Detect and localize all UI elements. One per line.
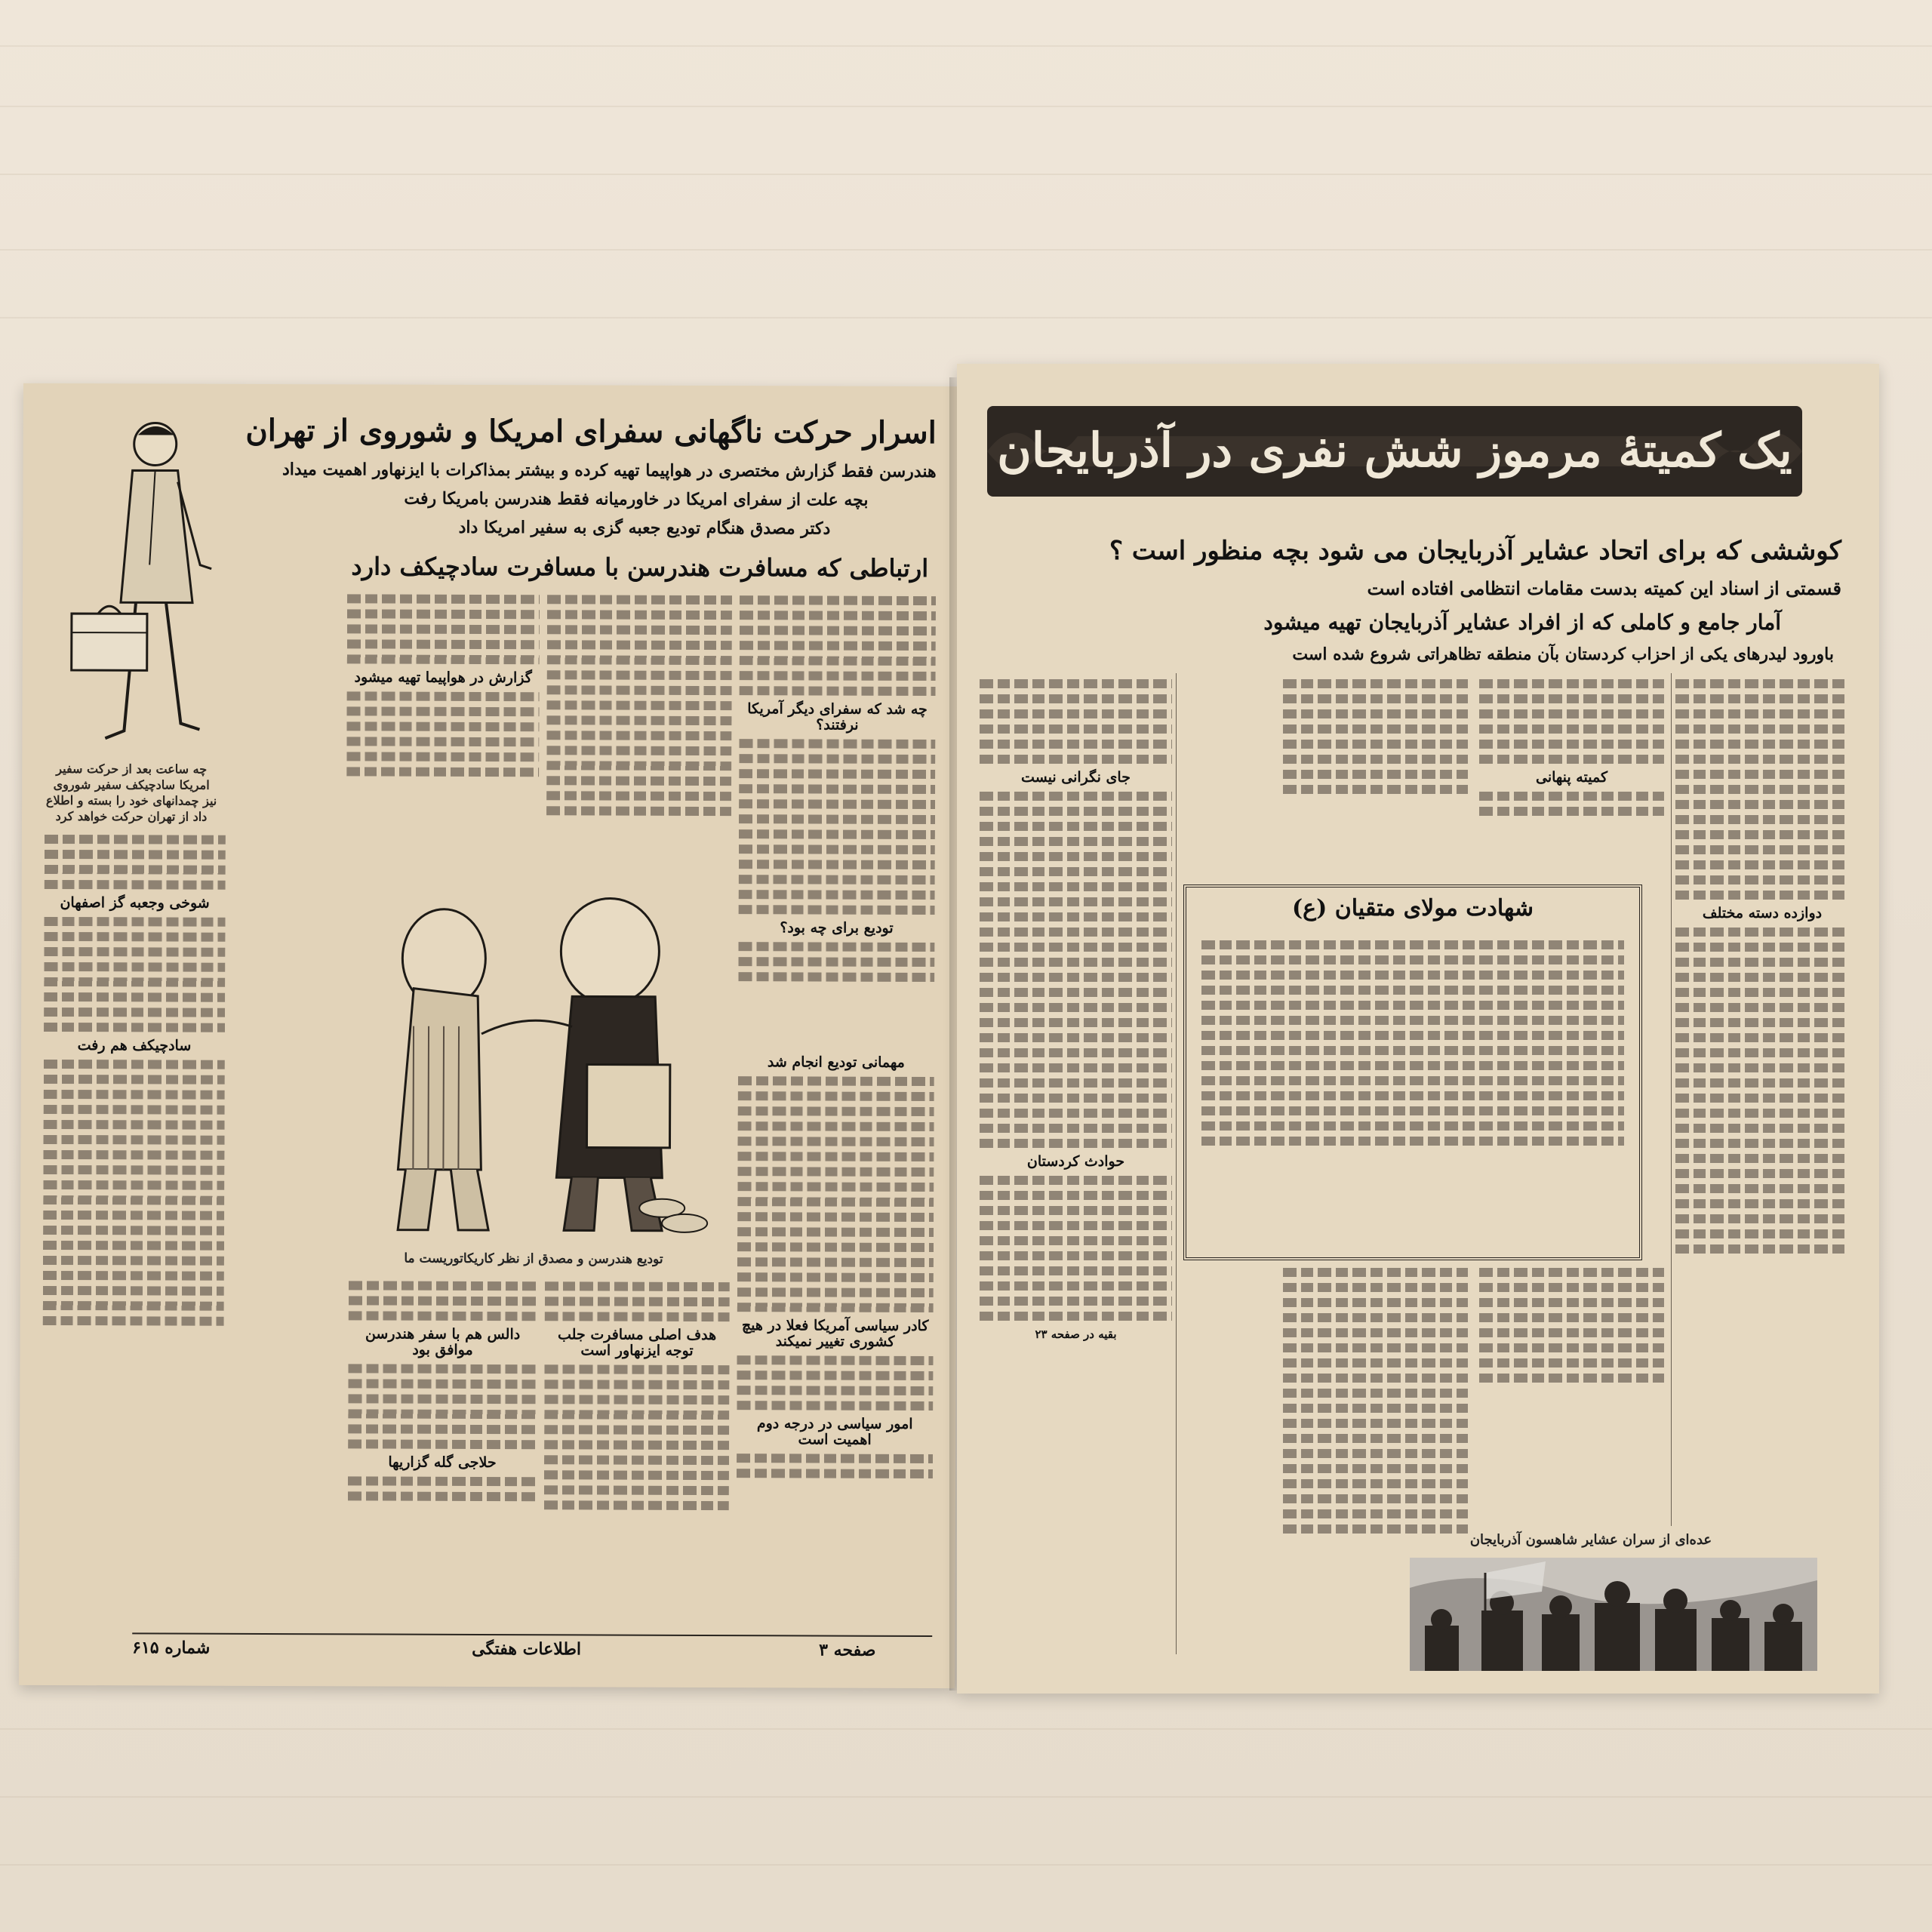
tribal-leaders-photo [1410, 1558, 1817, 1671]
left-headline: اسرار حرکت ناگهانی سفرای امریکا و شوروی از تهران [245, 412, 937, 451]
subtitle-other-ambassadors: چه شد که سفرای دیگر آمریکا نرفتند؟ [747, 700, 928, 734]
right-column-5 [1479, 1262, 1664, 1526]
photo-caption: عده‌ای از سران عشایر شاهسون آذربایجان [1469, 1532, 1712, 1548]
subtitle-why-farewell: تودیع برای چه بود؟ [780, 919, 894, 937]
cartoon-caption: تودیع هندرسن و مصدق از نظر کاریکاتوریست ما [404, 1251, 663, 1267]
column-divider-2 [1671, 673, 1672, 1526]
left-column-7 [347, 1275, 537, 1653]
left-subhead-2: بچه علت از سفرای امریکا در خاورمیانه فقط هندرسن بامریکا رفت [404, 488, 869, 510]
subtitle-twelve-groups: دوازده دسته مختلف [1702, 905, 1823, 921]
right-column-4 [980, 673, 1172, 1654]
banner-title: یک کمیتهٔ مرموز شش نفری در آذربایجان [997, 423, 1792, 478]
subtitle-gaz-box: شوخی وجعبه گز اصفهان [60, 894, 210, 912]
subtitle-secret-committee: کمیته پنهانی [1536, 769, 1607, 786]
subtitle-complaints: حلاجی گله گزاریها [388, 1454, 497, 1472]
walking-man-illustration [67, 414, 220, 777]
subtitle-sadchikov: سادچیکف هم رفت [77, 1037, 192, 1054]
left-column-4 [42, 829, 226, 1660]
subtitle-dulles: دالس هم با سفر هندرسن موافق بود [365, 1325, 521, 1358]
right-deck-2: قسمتی از اسناد این کمیته بدست مقامات انتظامی افتاده است [1367, 577, 1841, 599]
subtitle-politics-second: امور سیاسی در درجه دوم اهمیت است [756, 1415, 913, 1448]
footer-issue: شماره ۶۱۵ [132, 1638, 211, 1658]
footer-page-number: صفحه ۳ [819, 1640, 876, 1660]
left-section-headline: ارتباطی که مسافرت هندرسن با مسافرت سادچیکف دارد [351, 552, 929, 583]
subtitle-no-worry: جای نگرانی نیست [1021, 769, 1131, 786]
right-deck-1: کوششی که برای اتحاد عشایر آذربایجان می شود بچه منظور است ؟ [1109, 536, 1841, 566]
left-column-3 [346, 588, 540, 906]
subtitle-main-goal: هدف اصلی مسافرت جلب توجه ایزنهاور است [558, 1326, 717, 1359]
subtitle-kurdistan: حوادث کردستان [1026, 1153, 1125, 1170]
title-banner [987, 406, 1802, 497]
right-page [957, 364, 1879, 1694]
footer-magazine: اطلاعات هفتگی [472, 1638, 582, 1660]
subtitle-party: مهمانی تودیع انجام شد [767, 1054, 905, 1071]
cartoon-illustration [345, 875, 724, 1246]
subtitle-report-plane: گزارش در هواپیما تهیه میشود [354, 669, 532, 687]
right-column-2 [1479, 673, 1664, 892]
photo-image [1410, 1558, 1817, 1671]
left-caption-text: چه ساعت بعد از حرکت سفیر امریکا سادچیکف سفیر شوروی نیز چمدانهای خود را بسته و اطلاع داد از تهران حرکت خواهد کرد [45, 761, 217, 824]
left-column-1 [738, 589, 936, 1043]
right-deck-3: آمار جامع و کاملی که از افراد عشایر آذربایجان تهیه میشود [1263, 610, 1781, 635]
box-text [1201, 934, 1624, 1244]
left-caption [45, 761, 218, 825]
box-title: شهادت مولای متقیان (ع) [1291, 895, 1534, 921]
column-divider-1 [1176, 673, 1177, 1654]
right-column-1 [1675, 673, 1849, 1541]
left-column-5 [736, 1050, 934, 1654]
left-subhead-3: دکتر مصدق هنگام تودیع جعبه گزی به سفیر امریکا داد [458, 517, 831, 539]
right-deck-4: باورود لیدرهای یکی از احزاب کردستان بآن منطقه تظاهراتی شروع شده است [1292, 645, 1834, 664]
left-subhead-1: هندرسن فقط گزارش مختصری در هواپیما تهیه کرده و بیشتر بمذاکرات با ایزنهاور اهمیت میداد [281, 460, 937, 482]
martyrdom-box [1183, 884, 1642, 1260]
right-column-3 [1283, 673, 1468, 892]
continued-note: بقیه در صفحه ۲۳ [1035, 1327, 1117, 1341]
subtitle-cadre: کادر سیاسی آمریکا فعلا در هیچ کشوری تغییر نمیکند [741, 1317, 929, 1350]
left-column-6 [543, 1275, 730, 1654]
left-page [19, 383, 959, 1688]
